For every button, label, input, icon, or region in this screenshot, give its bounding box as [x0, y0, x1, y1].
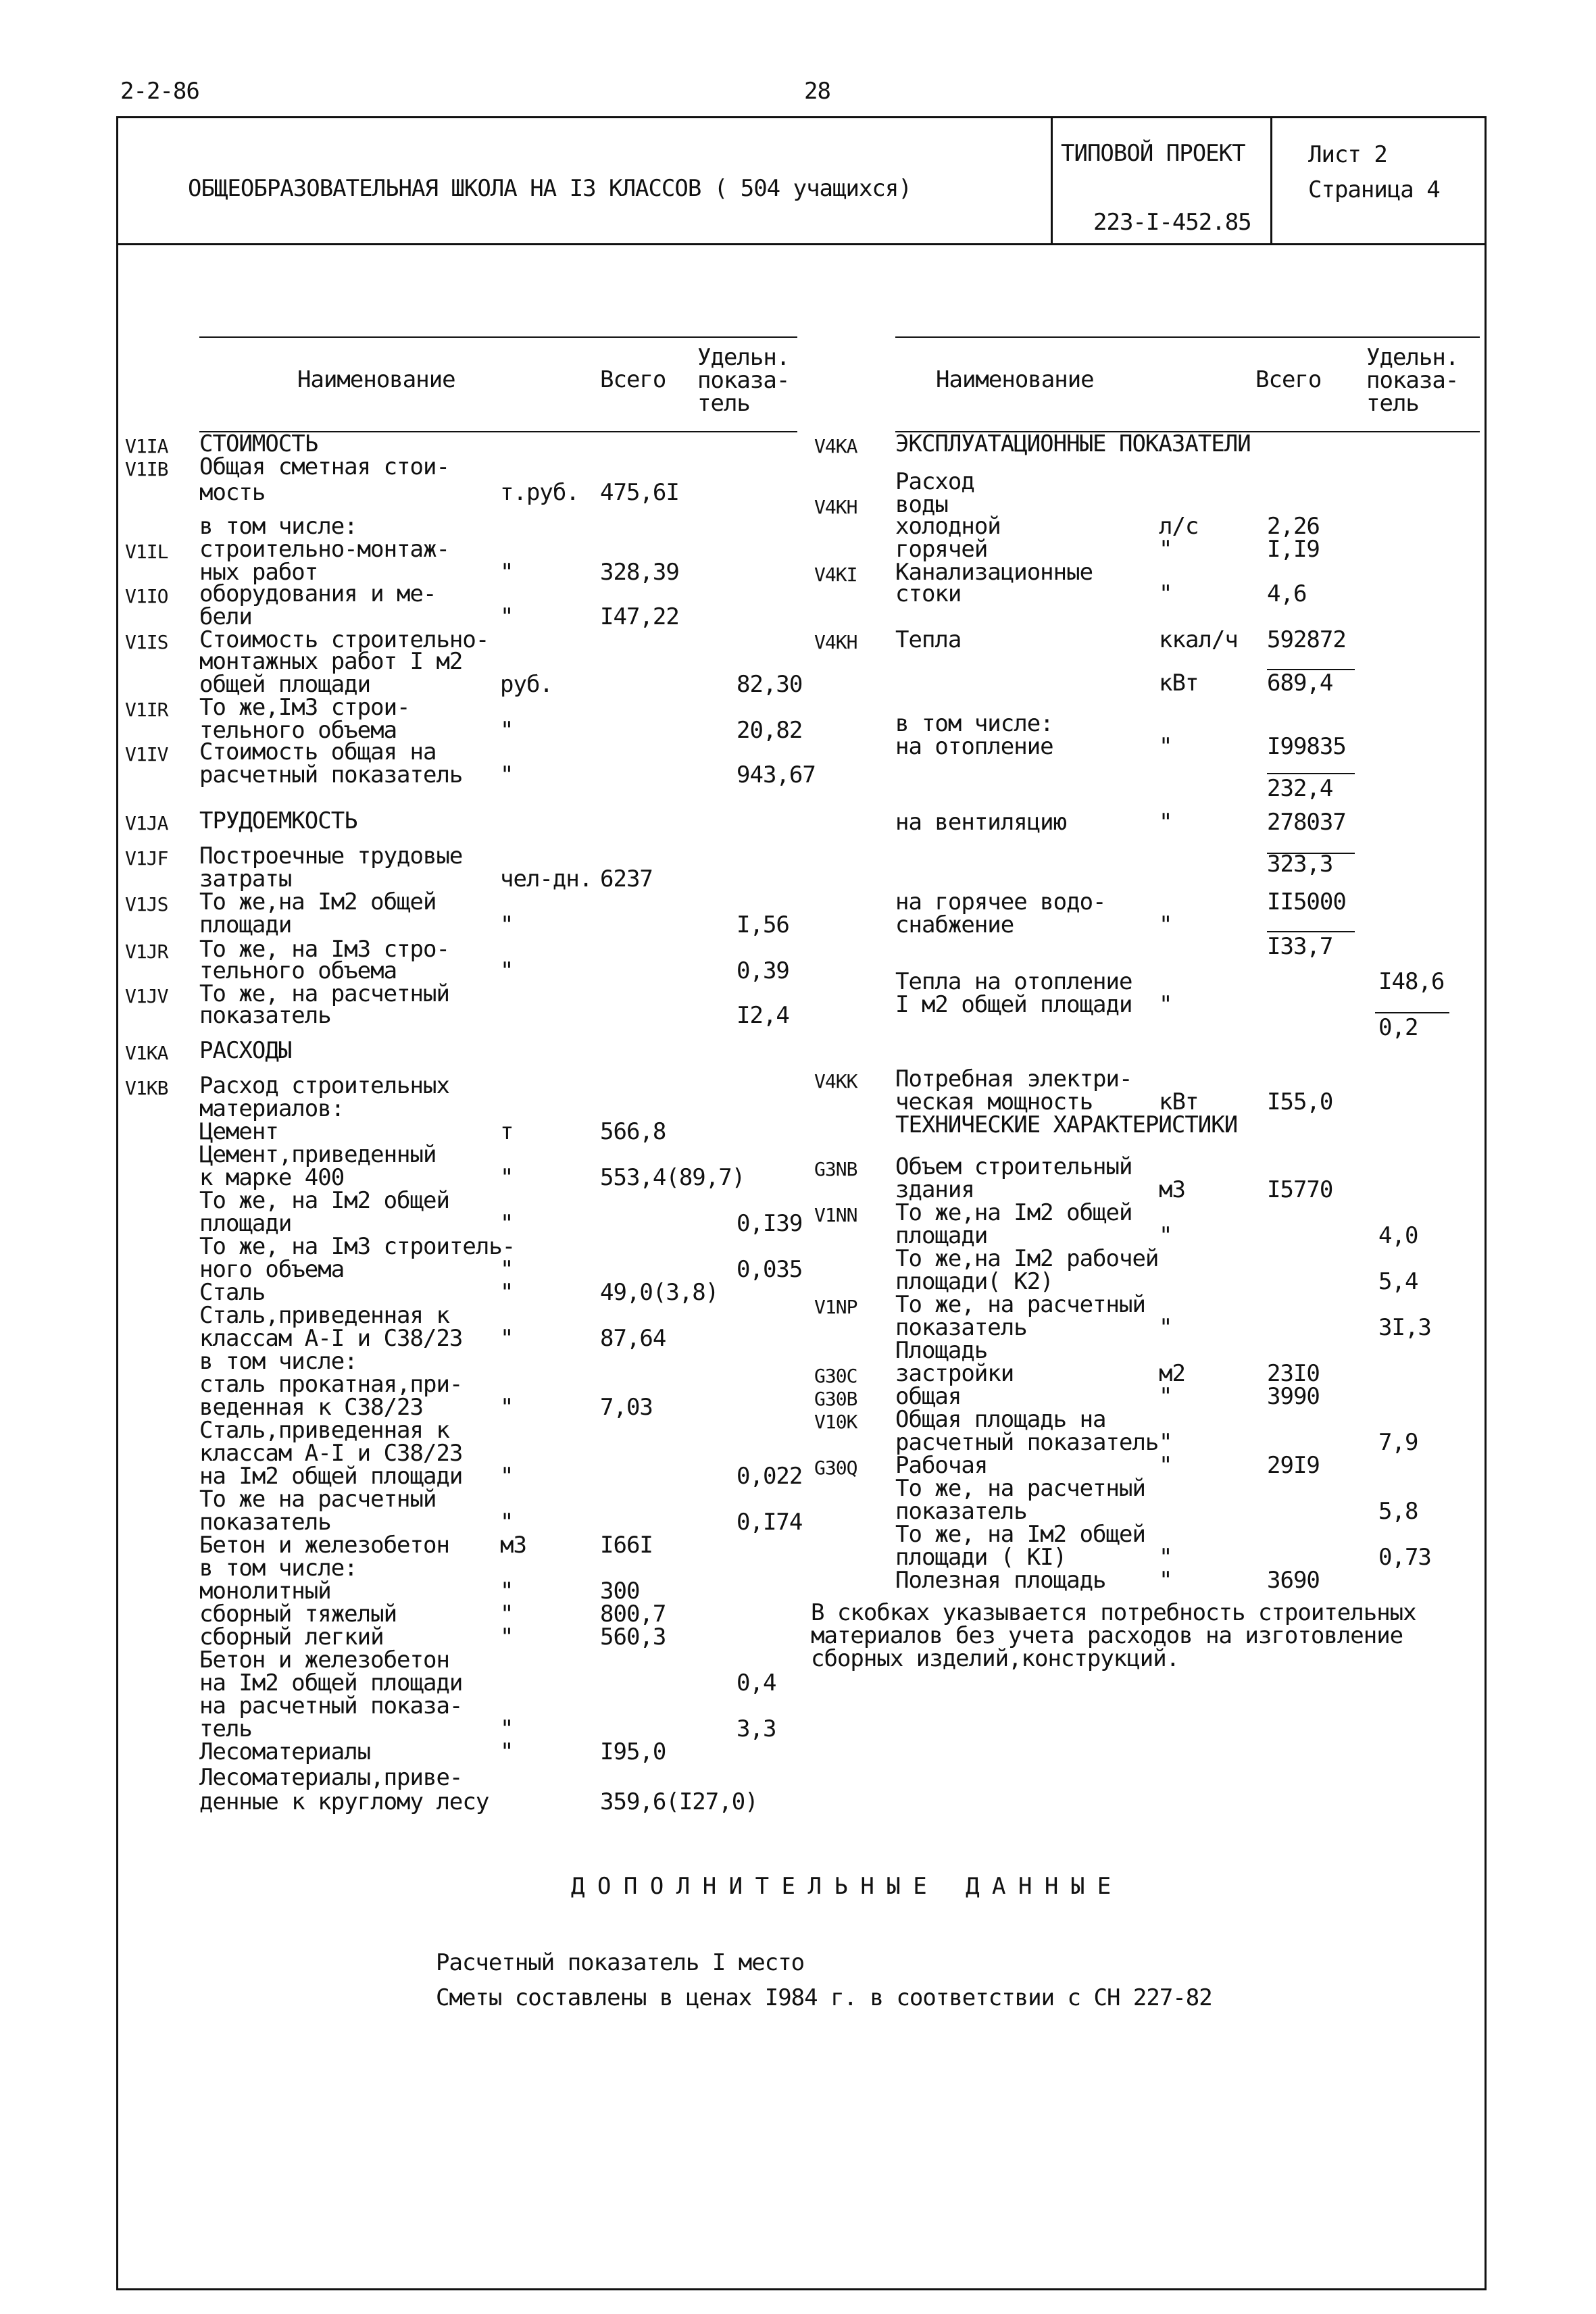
- right-row-name: То же, на расчетный: [895, 1475, 1145, 1502]
- left-row-name: ных работ: [199, 559, 318, 586]
- right-row-name: Потребная электри-: [895, 1065, 1132, 1092]
- heat-fraction-rule-5: [1375, 1012, 1449, 1013]
- left-row-name: Общая сметная стои-: [199, 453, 449, 480]
- page-label: Страница 4: [1308, 176, 1440, 203]
- left-row-code: V1IS: [125, 631, 168, 653]
- right-row-name: на отопление: [895, 733, 1053, 760]
- right-row-name: на горячее водо-: [895, 888, 1106, 915]
- right-row-total: I55,0: [1267, 1088, 1333, 1115]
- right-row-spec: I48,6: [1378, 968, 1445, 995]
- right-row-name: Площадь: [895, 1337, 988, 1364]
- left-row-name: на Iм2 общей площади: [199, 1463, 463, 1490]
- heat-fraction-rule-3: [1267, 853, 1355, 854]
- left-row-name: Лесоматериалы: [199, 1738, 371, 1765]
- left-row-unit: ": [500, 1624, 514, 1651]
- left-row-unit: ": [500, 1256, 514, 1283]
- right-row-code: G30C: [814, 1365, 857, 1387]
- left-row-name: То же, на расчетный: [199, 980, 449, 1007]
- left-row-name: мость: [199, 479, 266, 506]
- left-row-name: Стоимость общая на: [199, 738, 437, 765]
- right-row-spec: 7,9: [1378, 1429, 1418, 1456]
- left-row-unit: ": [500, 717, 514, 744]
- left-row-code: V1IB: [125, 458, 168, 480]
- additional-line-2: Сметы составлены в ценах I984 г. в соответствии с СН 227-82: [436, 1984, 1212, 2011]
- left-row-name: на Iм2 общей площади: [199, 1669, 463, 1696]
- left-row-name: бели: [199, 603, 252, 630]
- left-row-name: Построечные трудовые: [199, 842, 463, 870]
- left-row-total: 800,7: [600, 1601, 666, 1628]
- right-row-spec: 5,4: [1378, 1268, 1418, 1295]
- left-row-code: V1IA: [125, 435, 168, 457]
- left-row-total: I66I: [600, 1532, 653, 1559]
- left-row-name: тель: [199, 1715, 252, 1742]
- left-row-total: 359,6(I27,0): [600, 1788, 758, 1815]
- right-row-total: 232,4: [1267, 775, 1333, 802]
- right-row-code: V1NN: [814, 1204, 857, 1226]
- left-row-name: РАСХОДЫ: [199, 1037, 292, 1064]
- left-row-name: Цемент: [199, 1118, 278, 1145]
- left-row-name: материалов:: [199, 1095, 345, 1122]
- left-row-spec: 0,035: [737, 1256, 803, 1283]
- right-row-unit: ": [1159, 809, 1172, 836]
- document-code: 2-2-86: [120, 78, 199, 105]
- right-row-total: I,I9: [1267, 536, 1320, 563]
- left-row-name: денные к круглому лесу: [199, 1788, 489, 1815]
- left-row-code: V1JA: [125, 812, 168, 834]
- left-row-name: общей площади: [199, 671, 371, 698]
- left-col-spec-header-1: Удельн.: [697, 344, 790, 371]
- left-row-unit: ": [500, 911, 514, 938]
- left-row-name: на расчетный показа-: [199, 1692, 463, 1719]
- left-row-name: То же,Iм3 строи-: [199, 694, 410, 721]
- left-row-total: 553,4(89,7): [600, 1164, 745, 1191]
- left-row-name: Расход строительных: [199, 1072, 449, 1099]
- left-row-name: затраты: [199, 865, 292, 892]
- right-row-unit: ": [1159, 580, 1172, 607]
- right-col-name-header: Наименование: [936, 366, 1094, 393]
- right-row-unit: ": [1159, 536, 1172, 563]
- right-row-name: Общая площадь на: [895, 1406, 1106, 1433]
- left-row-code: V1KB: [125, 1077, 168, 1099]
- right-row-name: застройки: [895, 1360, 1014, 1387]
- left-row-spec: 20,82: [737, 717, 803, 744]
- left-row-name: Стоимость строительно-: [199, 626, 489, 653]
- right-row-total: 23I0: [1267, 1360, 1320, 1387]
- additional-data-title: Д О П О Л Н И Т Е Л Ь Н Ы Е Д А Н Н Ы Е: [571, 1873, 1111, 1900]
- right-row-name: общая: [895, 1383, 962, 1410]
- project-type: ТИПОВОЙ ПРОЕКТ: [1061, 140, 1245, 167]
- right-row-name: холодной: [895, 513, 1001, 540]
- left-row-spec: I,56: [737, 911, 789, 938]
- left-row-name: классам А-I и С38/23: [199, 1325, 463, 1352]
- left-row-name: сталь прокатная,при-: [199, 1371, 463, 1398]
- header-divider-2: [1270, 116, 1272, 245]
- left-row-code: V1JS: [125, 893, 168, 915]
- right-row-name: То же, на расчетный: [895, 1291, 1145, 1318]
- left-row-unit: ": [500, 1210, 514, 1237]
- left-row-name: Сталь,приведенная к: [199, 1302, 449, 1329]
- left-row-name: монолитный: [199, 1578, 331, 1605]
- left-row-code: V1JF: [125, 847, 168, 870]
- left-row-name: ного объема: [199, 1256, 345, 1283]
- right-row-unit: м3: [1159, 1176, 1185, 1203]
- left-row-total: I95,0: [600, 1738, 666, 1765]
- right-row-spec: 3I,3: [1378, 1314, 1431, 1341]
- right-row-total: 3690: [1267, 1567, 1320, 1594]
- left-row-name: монтажных работ I м2: [199, 648, 463, 675]
- right-row-name: I м2 общей площади: [895, 991, 1132, 1018]
- left-row-code: V1JV: [125, 985, 168, 1007]
- left-row-name: Лесоматериалы,приве-: [199, 1764, 463, 1791]
- right-row-unit: ": [1159, 1429, 1172, 1456]
- right-row-name: здания: [895, 1176, 974, 1203]
- left-row-unit: ": [500, 1279, 514, 1306]
- header-divider-1: [1051, 116, 1053, 245]
- left-row-name: тельного объема: [199, 957, 397, 984]
- left-row-unit: чел-дн.: [500, 865, 593, 892]
- right-row-code: V4KA: [814, 435, 857, 457]
- right-row-name: снабжение: [895, 911, 1014, 938]
- left-row-total: 560,3: [600, 1624, 666, 1651]
- right-row-name: горячей: [895, 536, 988, 563]
- right-row-name: ТЕХНИЧЕСКИЕ ХАРАКТЕРИСТИКИ: [895, 1111, 1238, 1138]
- right-row-unit: ": [1159, 1383, 1172, 1410]
- note-line-3: сборных изделий,конструкций.: [811, 1645, 1180, 1672]
- right-header-top-rule: [895, 336, 1480, 338]
- right-row-unit: ": [1159, 1544, 1172, 1571]
- left-row-name: оборудования и ме-: [199, 580, 437, 607]
- right-row-total: 29I9: [1267, 1452, 1320, 1479]
- right-row-spec: 0,73: [1378, 1544, 1431, 1571]
- right-row-unit: ": [1159, 1567, 1172, 1594]
- right-row-total: 592872: [1267, 626, 1346, 653]
- right-row-total: 3990: [1267, 1383, 1320, 1410]
- right-row-name: расчетный показатель: [895, 1429, 1159, 1456]
- left-row-name: Сталь,приведенная к: [199, 1417, 449, 1444]
- left-row-unit: т.руб.: [500, 479, 579, 506]
- left-row-unit: ": [500, 1509, 514, 1536]
- header-bottom-rule: [116, 243, 1485, 245]
- left-row-unit: ": [500, 1463, 514, 1490]
- left-row-total: I47,22: [600, 603, 679, 630]
- right-row-name: в том числе:: [895, 710, 1053, 737]
- right-row-code: V10K: [814, 1411, 857, 1433]
- right-row-code: V4KI: [814, 563, 857, 586]
- left-row-name: тельного объема: [199, 717, 397, 744]
- left-row-unit: ": [500, 1325, 514, 1352]
- left-row-spec: 943,67: [737, 761, 816, 788]
- note-line-1: В скобках указывается потребность строительных: [811, 1599, 1416, 1626]
- left-row-unit: ": [500, 1164, 514, 1191]
- right-row-unit: кВт: [1159, 1088, 1199, 1115]
- left-row-code: V1IV: [125, 743, 168, 765]
- left-row-total: 475,6I: [600, 479, 679, 506]
- additional-line-1: Расчетный показатель I место: [436, 1949, 805, 1976]
- left-col-spec-header-3: тель: [697, 390, 750, 417]
- right-row-code: V4KH: [814, 496, 857, 518]
- left-row-code: V1IL: [125, 540, 168, 563]
- right-row-unit: м2: [1159, 1360, 1185, 1387]
- right-row-unit: ": [1159, 733, 1172, 760]
- right-col-total-header: Всего: [1255, 366, 1322, 393]
- right-row-code: V4KK: [814, 1070, 857, 1092]
- left-row-total: 87,64: [600, 1325, 666, 1352]
- right-col-spec-header-3: тель: [1366, 390, 1419, 417]
- left-row-spec: 0,I74: [737, 1509, 803, 1536]
- right-row-total: I99835: [1267, 733, 1346, 760]
- left-row-name: СТОИМОСТЬ: [199, 430, 318, 457]
- right-row-name: Рабочая: [895, 1452, 988, 1479]
- left-row-total: 6237: [600, 865, 653, 892]
- left-col-name-header: Наименование: [297, 366, 455, 393]
- left-row-name: в том числе:: [199, 1555, 357, 1582]
- left-row-unit: м3: [500, 1532, 526, 1559]
- left-row-name: То же, на Iм3 строитель-: [199, 1233, 516, 1260]
- right-row-code: G30Q: [814, 1457, 857, 1479]
- left-row-unit: ": [500, 603, 514, 630]
- left-row-unit: ": [500, 1601, 514, 1628]
- right-row-unit: кВт: [1159, 670, 1199, 697]
- right-row-code: G3NB: [814, 1158, 857, 1180]
- left-row-code: V1IO: [125, 585, 168, 607]
- right-row-spec: 0,2: [1378, 1014, 1418, 1041]
- right-row-code: G30B: [814, 1388, 857, 1410]
- right-row-name: воды: [895, 491, 948, 518]
- left-row-total: 7,03: [600, 1394, 653, 1421]
- right-row-unit: ": [1159, 911, 1172, 938]
- left-row-code: V1KA: [125, 1042, 168, 1064]
- right-row-name: на вентиляцию: [895, 809, 1067, 836]
- right-row-name: Тепла на отопление: [895, 968, 1132, 995]
- project-number: 223-I-452.85: [1093, 209, 1251, 236]
- left-row-unit: ": [500, 559, 514, 586]
- left-col-spec-header-2: показа-: [697, 367, 790, 394]
- heat-fraction-rule-2: [1267, 773, 1355, 774]
- left-row-name: То же, на Iм3 стро-: [199, 936, 449, 963]
- right-row-name: То же,на Iм2 общей: [895, 1199, 1132, 1226]
- left-row-code: V1JR: [125, 940, 168, 963]
- right-row-spec: 4,0: [1378, 1222, 1418, 1249]
- left-row-unit: руб.: [500, 671, 553, 698]
- right-row-name: площади: [895, 1222, 988, 1249]
- left-row-name: строительно-монтаж-: [199, 536, 449, 563]
- left-header-top-rule: [199, 336, 797, 338]
- right-row-name: Канализационные: [895, 559, 1093, 586]
- left-row-name: Цемент,приведенный: [199, 1141, 437, 1168]
- left-row-name: площади: [199, 1210, 292, 1237]
- right-row-name: ческая мощность: [895, 1088, 1093, 1115]
- left-row-unit: ": [500, 1578, 514, 1605]
- left-row-name: площади: [199, 911, 292, 938]
- left-row-spec: I2,4: [737, 1002, 789, 1029]
- right-row-name: показатель: [895, 1498, 1027, 1525]
- school-title: ОБЩЕОБРАЗОВАТЕЛЬНАЯ ШКОЛА НА I3 КЛАССОВ ( 504 учащихся): [188, 175, 912, 202]
- left-row-name: классам А-I и С38/23: [199, 1440, 463, 1467]
- left-row-spec: 0,022: [737, 1463, 803, 1490]
- right-row-name: То же, на Iм2 общей: [895, 1521, 1145, 1548]
- right-row-spec: 5,8: [1378, 1498, 1418, 1525]
- right-row-total: 4,6: [1267, 580, 1307, 607]
- right-row-name: Расход: [895, 468, 974, 495]
- right-row-total: 2,26: [1267, 513, 1320, 540]
- sheet-label: Лист 2: [1308, 141, 1387, 168]
- left-row-total: 328,39: [600, 559, 679, 586]
- left-row-spec: 3,3: [737, 1715, 776, 1742]
- left-row-name: сборный тяжелый: [199, 1601, 397, 1628]
- right-row-total: I33,7: [1267, 933, 1333, 960]
- left-row-name: в том числе:: [199, 513, 357, 540]
- right-row-name: показатель: [895, 1314, 1027, 1341]
- left-row-name: ТРУДОЕМКОСТЬ: [199, 807, 357, 834]
- right-row-name: Полезная площадь: [895, 1567, 1106, 1594]
- left-col-total-header: Всего: [600, 366, 666, 393]
- left-row-name: сборный легкий: [199, 1624, 384, 1651]
- right-col-spec-header-1: Удельн.: [1366, 344, 1459, 371]
- heat-fraction-rule-1: [1267, 669, 1355, 670]
- left-row-name: в том числе:: [199, 1348, 357, 1375]
- right-row-name: То же,на Iм2 рабочей: [895, 1245, 1159, 1272]
- left-row-spec: 82,30: [737, 671, 803, 698]
- left-row-name: показатель: [199, 1002, 331, 1029]
- left-row-name: расчетный показатель: [199, 761, 463, 788]
- right-row-total: II5000: [1267, 888, 1346, 915]
- right-row-name: площади ( КI): [895, 1544, 1067, 1571]
- left-row-total: 566,8: [600, 1118, 666, 1145]
- left-row-name: показатель: [199, 1509, 331, 1536]
- left-row-unit: ": [500, 1715, 514, 1742]
- right-row-unit: ккал/ч: [1159, 626, 1238, 653]
- note-line-2: материалов без учета расходов на изготовление: [811, 1622, 1403, 1649]
- left-row-name: к марке 400: [199, 1164, 345, 1191]
- right-row-unit: ": [1159, 991, 1172, 1018]
- left-row-name: То же на расчетный: [199, 1486, 437, 1513]
- right-row-unit: ": [1159, 1222, 1172, 1249]
- left-row-unit: ": [500, 761, 514, 788]
- left-row-unit: ": [500, 1738, 514, 1765]
- left-row-spec: 0,I39: [737, 1210, 803, 1237]
- right-row-total: I5770: [1267, 1176, 1333, 1203]
- left-row-name: Бетон и железобетон: [199, 1646, 449, 1674]
- right-row-name: Тепла: [895, 626, 962, 653]
- left-row-spec: 0,39: [737, 957, 789, 984]
- right-row-total: 278037: [1267, 809, 1346, 836]
- page-number: 28: [804, 78, 830, 105]
- right-row-name: стоки: [895, 580, 962, 607]
- right-row-code: V1NP: [814, 1296, 857, 1318]
- right-row-total: 323,3: [1267, 851, 1333, 878]
- left-row-code: V1IR: [125, 699, 168, 721]
- right-row-name: Объем строительный: [895, 1153, 1132, 1180]
- left-row-total: 300: [600, 1578, 640, 1605]
- left-row-name: То же, на Iм2 общей: [199, 1187, 449, 1214]
- left-row-name: веденная к С38/23: [199, 1394, 423, 1421]
- right-col-spec-header-2: показа-: [1366, 367, 1459, 394]
- left-row-unit: ": [500, 957, 514, 984]
- left-row-spec: 0,4: [737, 1669, 776, 1696]
- right-row-total: 689,4: [1267, 670, 1333, 697]
- left-row-name: Бетон и железобетон: [199, 1532, 449, 1559]
- right-row-unit: ": [1159, 1314, 1172, 1341]
- heat-fraction-rule-4: [1267, 931, 1355, 932]
- right-row-name: площади( К2): [895, 1268, 1053, 1295]
- right-row-code: V4KH: [814, 631, 857, 653]
- left-row-name: Сталь: [199, 1279, 266, 1306]
- right-row-name: ЭКСПЛУАТАЦИОННЫЕ ПОКАЗАТЕЛИ: [895, 430, 1251, 457]
- left-row-name: То же,на Iм2 общей: [199, 888, 437, 915]
- left-row-total: 49,0(3,8): [600, 1279, 719, 1306]
- left-row-unit: т: [500, 1118, 514, 1145]
- right-row-unit: л/с: [1159, 513, 1199, 540]
- left-row-unit: ": [500, 1394, 514, 1421]
- right-row-unit: ": [1159, 1452, 1172, 1479]
